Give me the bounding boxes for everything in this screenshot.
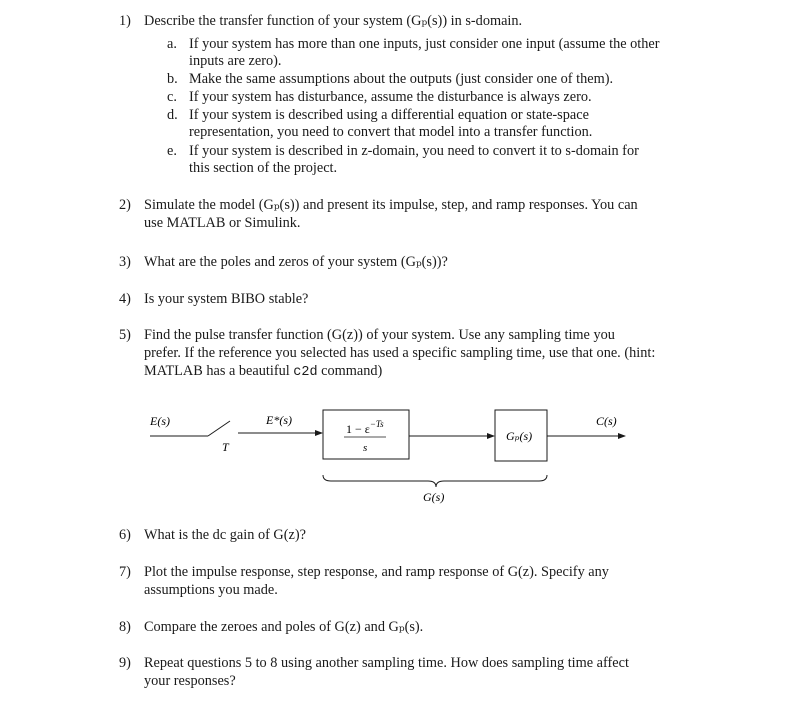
zoh-numerator: $1 - \varepsilon^{-Ts}$ (346, 419, 384, 436)
question-number: 5) (119, 327, 131, 343)
question-text: prefer. If the reference you selected has used a specific sampling time, use that one. (hint: (144, 345, 656, 361)
brace (323, 475, 547, 487)
sampler-switch (208, 421, 230, 436)
question-text: command) (317, 363, 383, 379)
sampler-label: T (222, 440, 229, 454)
question-number: 9) (119, 655, 131, 671)
code-c2d: c2d (293, 365, 318, 380)
subitem-line: If your system is described in z-domain, you need to convert it to s-domain for (189, 143, 639, 159)
zoh-denominator: s (363, 442, 368, 454)
input-label: E(s) (150, 414, 170, 428)
plant-label: Gₚ(s) (506, 429, 533, 443)
question-number: 7) (119, 564, 131, 580)
question-number: 1) (119, 13, 131, 29)
subitem-line: Make the same assumptions about the outputs (just consider one of them). (189, 71, 614, 87)
subitem-line: If your system has more than one inputs, just consider one input (assume the other (189, 36, 660, 52)
question-text: What are the poles and zeros of your system (Gₚ(s))? (144, 254, 448, 270)
question-text: Plot the impulse response, step response, and ramp response of G(z). Specify any (144, 564, 609, 580)
question-text: Is your system BIBO stable? (144, 291, 309, 307)
question-text: What is the dc gain of G(z)? (144, 527, 306, 543)
question-number: 8) (119, 619, 131, 635)
subitem-line: this section of the project. (189, 160, 338, 176)
question-text: assumptions you made. (144, 582, 278, 598)
question-text: Describe the transfer function of your system (Gₚ(s)) in s-domain. (144, 13, 523, 29)
subitem-letter: b. (167, 71, 178, 87)
question-text-line3 (144, 363, 382, 382)
question-text: MATLAB has a beautiful (144, 363, 294, 379)
block-diagram (120, 395, 640, 515)
question-text: Compare the zeroes and poles of G(z) and Gₚ(s). (144, 619, 424, 635)
subitem-letter: e. (167, 143, 177, 159)
subitem-line: If your system is described using a differential equation or state-space (189, 107, 589, 123)
question-text: your responses? (144, 673, 236, 689)
subitem-letter: d. (167, 107, 178, 123)
question-number: 6) (119, 527, 131, 543)
question-number: 2) (119, 197, 131, 213)
subitem-line: If your system has disturbance, assume the disturbance is always zero. (189, 89, 592, 105)
question-text: Find the pulse transfer function (G(z)) of your system. Use any sampling time you (144, 327, 615, 343)
question-text: Simulate the model (Gₚ(s)) and present its impulse, step, and ramp responses. You can (144, 197, 638, 213)
subitem-line: representation, you need to convert that model into a transfer function. (189, 124, 593, 140)
question-text: Repeat questions 5 to 8 using another sampling time. How does sampling time affect (144, 655, 629, 671)
subitem-letter: c. (167, 89, 177, 105)
output-label: C(s) (596, 414, 617, 428)
sampled-label: E*(s) (266, 413, 292, 427)
subitem-line: inputs are zero). (189, 53, 282, 69)
question-number: 3) (119, 254, 131, 270)
question-text: use MATLAB or Simulink. (144, 215, 301, 231)
brace-label: G(s) (423, 490, 445, 504)
subitem-letter: a. (167, 36, 177, 52)
question-number: 4) (119, 291, 131, 307)
